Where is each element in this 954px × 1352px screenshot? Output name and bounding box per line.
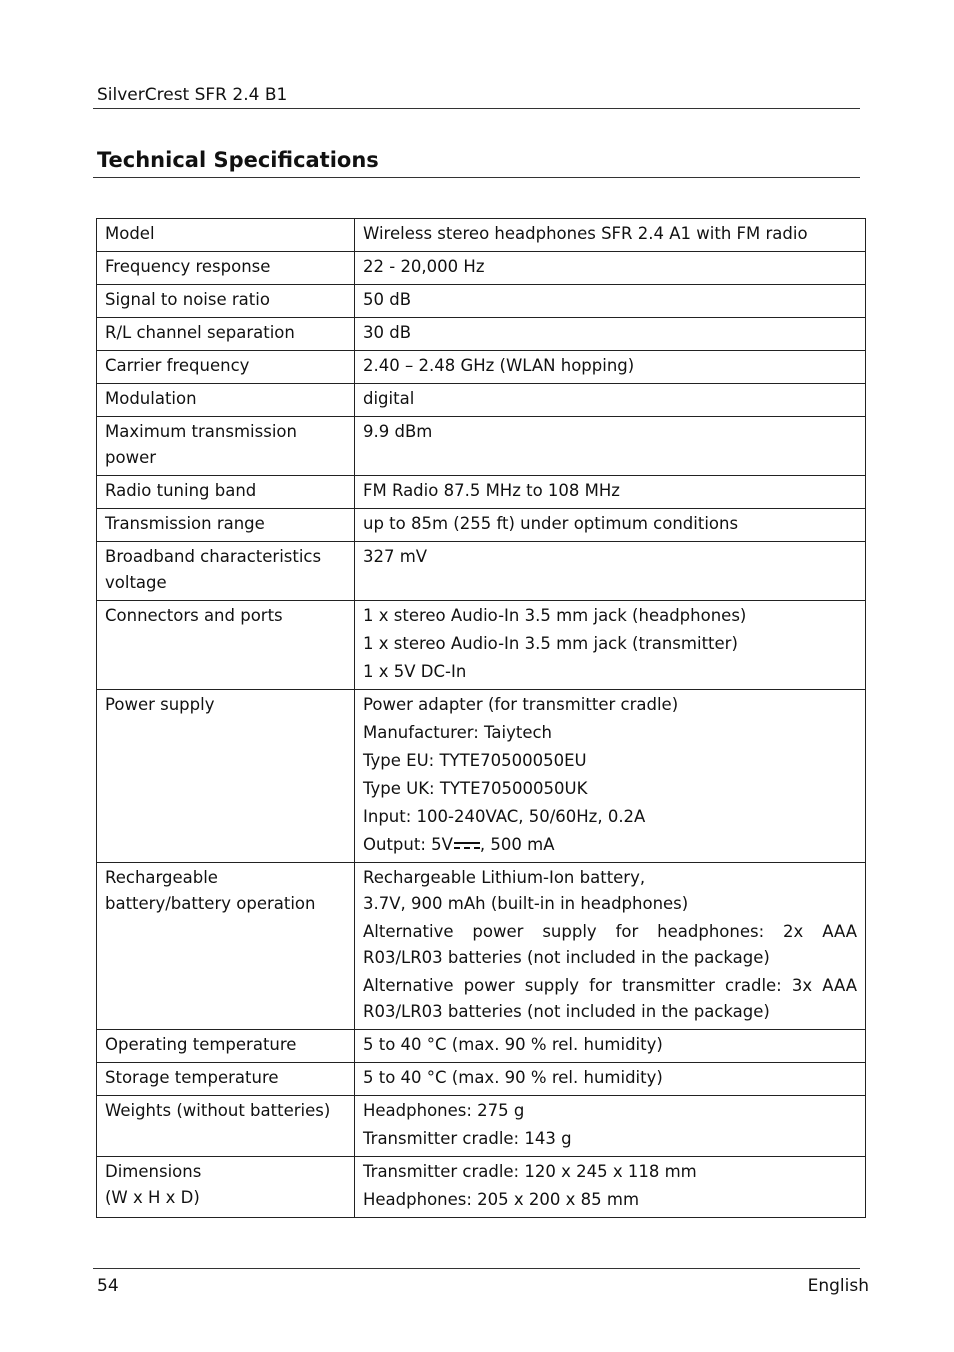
output-suffix: , 500 mA: [479, 835, 555, 854]
spec-row-carrier-frequency: [97, 351, 866, 384]
spec-value: up to 85m (255 ft) under optimum conditions: [355, 509, 866, 542]
spec-label: Carrier frequency: [97, 351, 355, 384]
spec-value-line: Alternative power supply for transmitter cradle: 3x AAA R03/LR03 batteries (not included in the package): [363, 976, 857, 1021]
spec-label: Transmission range: [97, 509, 355, 542]
spec-label-line: (W x H x D): [105, 1188, 200, 1207]
spec-value: [355, 1096, 866, 1157]
spec-value: 327 mV: [355, 542, 866, 601]
spec-label: Maximum transmission power: [97, 417, 355, 476]
spec-label: Model: [97, 219, 355, 252]
spec-value: FM Radio 87.5 MHz to 108 MHz: [355, 476, 866, 509]
page-language: English: [807, 1276, 869, 1296]
spec-value-line: Transmitter cradle: 120 x 245 x 118 mm: [363, 1162, 697, 1181]
spec-value: [355, 601, 866, 690]
spec-value: 30 dB: [355, 318, 866, 351]
spec-label: Broadband characteristics voltage: [97, 542, 355, 601]
spec-value-line: Power adapter (for transmitter cradle): [363, 695, 679, 714]
spec-value-line: Type EU: TYTE70500050EU: [363, 751, 587, 770]
specifications-table: [96, 218, 866, 1218]
spec-row-radio-tuning-band: [97, 476, 866, 509]
section-title: Technical Specifications: [97, 148, 379, 172]
spec-value-line: Manufacturer: Taiytech: [363, 723, 553, 742]
spec-row-connectors: [97, 601, 866, 690]
spec-row-dimensions: [97, 1157, 866, 1218]
spec-value: 22 - 20,000 Hz: [355, 252, 866, 285]
battery-line-2: 3.7V, 900 mAh (built-in in headphones): [363, 894, 689, 913]
spec-value-line: 1 x stereo Audio-In 3.5 mm jack (headphones): [363, 606, 747, 625]
spec-value-line: Input: 100-240VAC, 50/60Hz, 0.2A: [363, 807, 646, 826]
spec-row-operating-temperature: [97, 1030, 866, 1063]
spec-value-line: [363, 865, 857, 917]
header-divider: [93, 108, 860, 109]
spec-value: digital: [355, 384, 866, 417]
spec-label-line: Dimensions: [105, 1162, 202, 1181]
spec-row-broadband-voltage: [97, 542, 866, 601]
spec-label-line: (without batteries): [176, 1101, 331, 1120]
spec-row-model: [97, 219, 866, 252]
spec-value: [355, 863, 866, 1030]
spec-value: Wireless stereo headphones SFR 2.4 A1 with FM radio: [355, 219, 866, 252]
spec-value: [355, 1157, 866, 1218]
spec-row-channel-separation: [97, 318, 866, 351]
spec-value-line: Type UK: TYTE70500050UK: [363, 779, 588, 798]
spec-value: 2.40 – 2.48 GHz (WLAN hopping): [355, 351, 866, 384]
spec-value: [355, 690, 866, 863]
spec-row-battery: [97, 863, 866, 1030]
spec-label: Connectors and ports: [97, 601, 355, 690]
spec-label: Power supply: [97, 690, 355, 863]
spec-value: 5 to 40 °C (max. 90 % rel. humidity): [355, 1030, 866, 1063]
spec-row-modulation: [97, 384, 866, 417]
output-prefix: Output: 5V: [363, 835, 453, 854]
spec-label: Rechargeable battery/battery operation: [97, 863, 355, 1030]
spec-value-line: Headphones: 275 g: [363, 1101, 525, 1120]
footer-divider: [93, 1268, 860, 1269]
spec-label: Operating temperature: [97, 1030, 355, 1063]
spec-row-power-supply: [97, 690, 866, 863]
spec-row-transmission-range: [97, 509, 866, 542]
spec-value-line-output: [363, 832, 857, 858]
spec-row-signal-to-noise: [97, 285, 866, 318]
spec-value-line: Headphones: 205 x 200 x 85 mm: [363, 1190, 640, 1209]
spec-value-line: Alternative power supply for headphones: 2x AAA R03/LR03 batteries (not included in the package): [363, 922, 857, 967]
spec-value-line: 1 x 5V DC-In: [363, 662, 467, 681]
spec-row-frequency-response: [97, 252, 866, 285]
spec-label: Signal to noise ratio: [97, 285, 355, 318]
spec-label: Storage temperature: [97, 1063, 355, 1096]
spec-label: R/L channel separation: [97, 318, 355, 351]
spec-value: 50 dB: [355, 285, 866, 318]
spec-value-line: Transmitter cradle: 143 g: [363, 1129, 572, 1148]
battery-line-1: Rechargeable Lithium-Ion battery,: [363, 868, 646, 887]
spec-row-transmission-power: [97, 417, 866, 476]
spec-label: Modulation: [97, 384, 355, 417]
spec-row-storage-temperature: [97, 1063, 866, 1096]
spec-label: Radio tuning band: [97, 476, 355, 509]
spec-label: [97, 1096, 355, 1157]
dc-symbol-icon: [454, 840, 480, 852]
page-number: 54: [97, 1276, 119, 1296]
spec-row-weights: [97, 1096, 866, 1157]
running-header: SilverCrest SFR 2.4 B1: [97, 85, 288, 105]
spec-value: 9.9 dBm: [355, 417, 866, 476]
spec-label-line: Weights: [105, 1101, 172, 1120]
spec-label: Frequency response: [97, 252, 355, 285]
spec-value-line: 1 x stereo Audio-In 3.5 mm jack (transmitter): [363, 634, 738, 653]
spec-value: 5 to 40 °C (max. 90 % rel. humidity): [355, 1063, 866, 1096]
title-divider: [93, 177, 860, 178]
spec-label: [97, 1157, 355, 1218]
